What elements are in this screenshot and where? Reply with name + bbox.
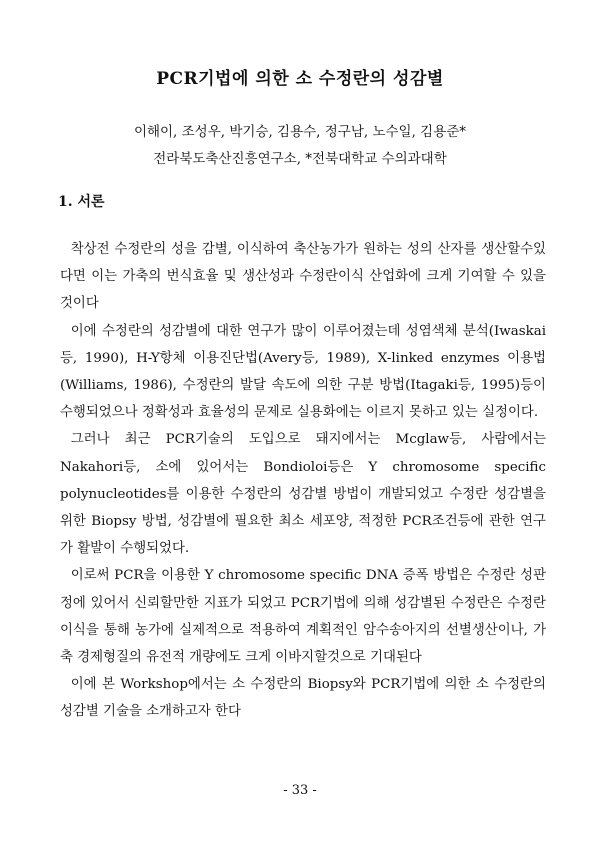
paragraph: 그러나 최근 PCR기술의 도입으로 돼지에서는 Mcglaw등, 사람에서는 Nakahori등, 소에 있어서는 Bondioloi등은 Y chromosome specific polynucleotides를 이용한 수정란의 성감별 방법이 개발되었고 수정란 성감별을 위한 Biopsy 방법, 성감별에 필요한 최소 세포양, 적정한 PCR조건등에 관한 연구가 활발이 수행되었다.	[60, 432, 546, 557]
author-list: 이해이, 조성우, 박기승, 김용수, 정구남, 노수일, 김용준*	[133, 124, 467, 140]
paragraph: 이로써 PCR을 이용한 Y chromosome specific DNA 증폭 방법은 수정란 성판정에 있어서 신뢰할만한 지표가 되었고 PCR기법에 의해 성감별된 수정란은 수정란이식을 통해 농가에 실제적으로 적용하여 계획적인 암수송아지의 선별생산이나, 가축 경제형질의 유전적 개량에도 크게 이바지할것으로 기대된다	[60, 568, 546, 666]
page-number: - 33 -	[283, 783, 317, 798]
paragraph: 착상전 수정란의 성을 감별, 이식하여 축산농가가 원하는 성의 산자를 생산할수있다면 이는 가축의 번식효율 및 생산성과 수정란이식 산업화에 크게 기여할 수 있을 것이다	[60, 242, 546, 312]
affiliation: 전라북도축산진흥연구소, *전북대학교 수의과대학	[153, 151, 447, 167]
paragraph: 이에 본 Workshop에서는 소 수정란의 Biopsy와 PCR기법에 의한 소 수정란의 성감별 기술을 소개하고자 한다	[60, 677, 546, 720]
section-heading: 1. 서론	[58, 194, 105, 210]
body-text	[60, 236, 546, 726]
paragraph: 이에 수정란의 성감별에 대한 연구가 많이 이루어졌는데 성염색체 분석(Iwaskai등, 1990), H-Y항체 이용진단법(Avery등, 1989), X-linked enzymes 이용법(Williams, 1986), 수정란의 발달 속도에 의한 구분 방법(Itagaki등, 1995)등이 수행되었으나 정확성과 효율성의 문제로 실용화에는 이르지 못하고 있는 실정이다.	[60, 323, 546, 421]
document-title: PCR기법에 의한 소 수정란의 성감별	[156, 69, 444, 89]
